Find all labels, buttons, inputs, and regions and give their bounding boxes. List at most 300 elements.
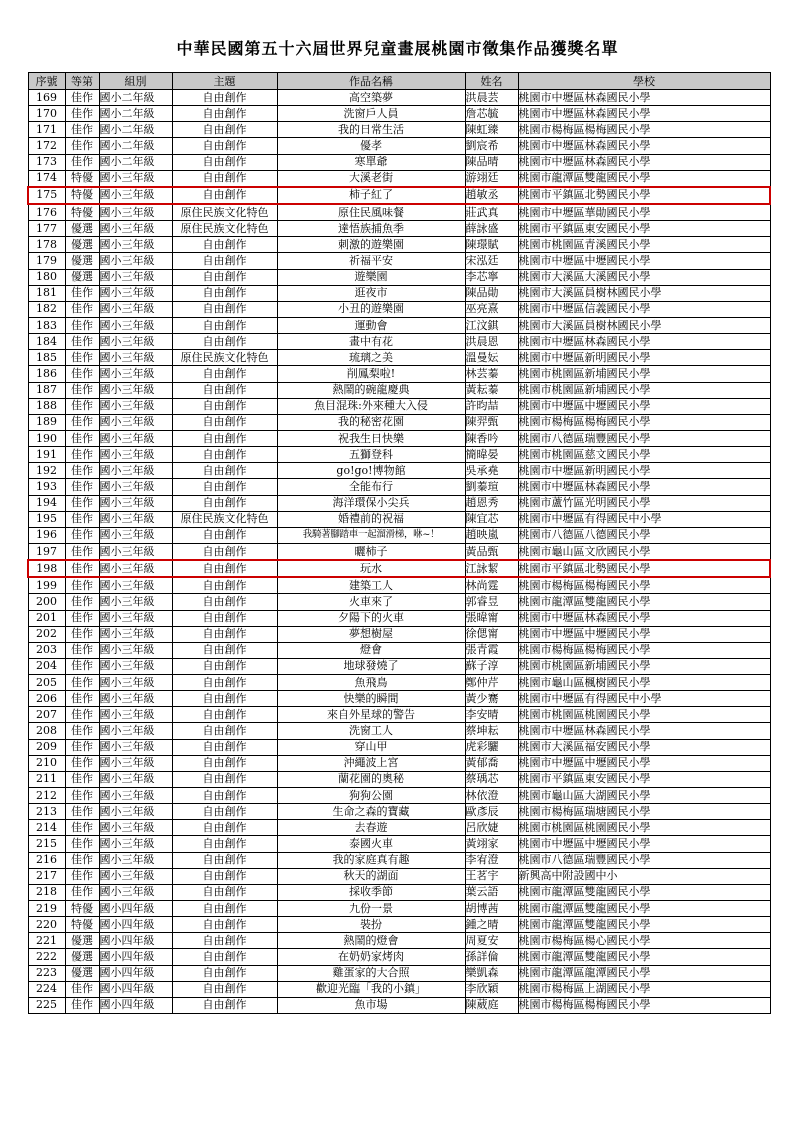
work-title-cell: 魚飛鳥 — [277, 675, 465, 691]
name-cell: 林芸蓁 — [465, 366, 518, 382]
school-cell: 新興高中附設國中小 — [518, 868, 770, 884]
column-header-work-title: 作品名稱 — [277, 73, 465, 90]
school-cell: 桃園市中壢區新明國民小學 — [518, 463, 770, 479]
group-cell: 國小四年級 — [99, 997, 172, 1013]
work-title-cell: 我騎著腳踏車一起溜滑梯，咻~！ — [277, 527, 465, 543]
theme-cell: 自由創作 — [172, 560, 277, 577]
rank-cell: 優選 — [65, 221, 99, 237]
school-cell: 桃園市八德區八德國民小學 — [518, 527, 770, 543]
rank-cell: 佳作 — [65, 820, 99, 836]
name-cell: 莊武真 — [465, 204, 518, 221]
group-cell: 國小三年級 — [99, 350, 172, 366]
work-title-cell: 來自外星球的警告 — [277, 707, 465, 723]
awards-table — [27, 72, 771, 1014]
name-cell: 陳葳庭 — [465, 997, 518, 1013]
serial-cell: 215 — [28, 836, 65, 852]
name-cell: 洪晨恩 — [465, 334, 518, 350]
group-cell: 國小三年級 — [99, 594, 172, 610]
table-row — [28, 447, 770, 463]
serial-cell: 214 — [28, 820, 65, 836]
rank-cell: 佳作 — [65, 543, 99, 560]
school-cell: 桃園市平鎮區東安國民小學 — [518, 221, 770, 237]
work-title-cell: 快樂的瞬間 — [277, 691, 465, 707]
serial-cell: 199 — [28, 577, 65, 594]
group-cell: 國小三年級 — [99, 771, 172, 787]
name-cell: 溫曼妘 — [465, 350, 518, 366]
school-cell: 桃園市大溪區福安國民小學 — [518, 739, 770, 755]
school-cell: 桃園市桃園區新埔國民小學 — [518, 382, 770, 398]
group-cell: 國小三年級 — [99, 788, 172, 804]
table-row — [28, 884, 770, 900]
column-header-name: 姓名 — [465, 73, 518, 90]
group-cell: 國小四年級 — [99, 901, 172, 917]
table-row — [28, 543, 770, 560]
theme-cell: 自由創作 — [172, 187, 277, 204]
school-cell: 桃園市楊梅區上湖國民小學 — [518, 981, 770, 997]
table-row — [28, 301, 770, 317]
theme-cell: 自由創作 — [172, 804, 277, 820]
serial-cell: 189 — [28, 414, 65, 430]
work-title-cell: 我的家庭真有趣 — [277, 852, 465, 868]
name-cell: 陳香吟 — [465, 430, 518, 446]
name-cell: 巫亮熹 — [465, 301, 518, 317]
rank-cell: 佳作 — [65, 771, 99, 787]
group-cell: 國小三年級 — [99, 543, 172, 560]
name-cell: 趙恩秀 — [465, 495, 518, 511]
rank-cell: 特優 — [65, 917, 99, 933]
table-row — [28, 788, 770, 804]
rank-cell: 佳作 — [65, 463, 99, 479]
school-cell: 桃園市大溪區員樹林國民小學 — [518, 285, 770, 301]
name-cell: 洪晨芸 — [465, 90, 518, 106]
group-cell: 國小三年級 — [99, 527, 172, 543]
work-title-cell: 歡迎光臨「我的小鎮」 — [277, 981, 465, 997]
work-title-cell: 祈福平安 — [277, 253, 465, 269]
theme-cell: 自由創作 — [172, 981, 277, 997]
work-title-cell: 裝扮 — [277, 917, 465, 933]
work-title-cell: 熱鬧的碗龍慶典 — [277, 382, 465, 398]
name-cell: 李芯寧 — [465, 269, 518, 285]
rank-cell: 佳作 — [65, 884, 99, 900]
theme-cell: 自由創作 — [172, 884, 277, 900]
group-cell: 國小三年級 — [99, 852, 172, 868]
group-cell: 國小三年級 — [99, 658, 172, 674]
serial-cell: 220 — [28, 917, 65, 933]
serial-cell: 183 — [28, 317, 65, 333]
work-title-cell: 祝我生日快樂 — [277, 430, 465, 446]
work-title-cell: 刺激的遊樂園 — [277, 237, 465, 253]
school-cell: 桃園市龍潭區雙龍國民小學 — [518, 884, 770, 900]
name-cell: 黃郁喬 — [465, 755, 518, 771]
name-cell: 郭睿昱 — [465, 594, 518, 610]
serial-cell: 190 — [28, 430, 65, 446]
table-row — [28, 382, 770, 398]
table-row — [28, 949, 770, 965]
name-cell: 陳品勛 — [465, 285, 518, 301]
serial-cell: 210 — [28, 755, 65, 771]
school-cell: 桃園市桃園區新埔國民小學 — [518, 366, 770, 382]
group-cell: 國小三年級 — [99, 739, 172, 755]
table-row — [28, 527, 770, 543]
group-cell: 國小四年級 — [99, 965, 172, 981]
serial-cell: 184 — [28, 334, 65, 350]
table-row — [28, 675, 770, 691]
serial-cell: 176 — [28, 204, 65, 221]
rank-cell: 佳作 — [65, 138, 99, 154]
work-title-cell: 洗窗戶人員 — [277, 106, 465, 122]
group-cell: 國小三年級 — [99, 398, 172, 414]
serial-cell: 203 — [28, 642, 65, 658]
school-cell: 桃園市平鎮區東安國民小學 — [518, 771, 770, 787]
work-title-cell: 我的日常生活 — [277, 122, 465, 138]
table-row — [28, 154, 770, 170]
group-cell: 國小三年級 — [99, 237, 172, 253]
work-title-cell: 曬柿子 — [277, 543, 465, 560]
rank-cell: 優選 — [65, 253, 99, 269]
name-cell: 陳品晴 — [465, 154, 518, 170]
name-cell: 許昀喆 — [465, 398, 518, 414]
name-cell: 呂欣婕 — [465, 820, 518, 836]
table-row — [28, 269, 770, 285]
table-row — [28, 836, 770, 852]
table-row — [28, 414, 770, 430]
theme-cell: 自由創作 — [172, 301, 277, 317]
theme-cell: 自由創作 — [172, 901, 277, 917]
theme-cell: 自由創作 — [172, 933, 277, 949]
table-row — [28, 495, 770, 511]
table-row — [28, 138, 770, 154]
table-row — [28, 479, 770, 495]
group-cell: 國小三年級 — [99, 675, 172, 691]
theme-cell: 自由創作 — [172, 836, 277, 852]
column-header-rank: 等第 — [65, 73, 99, 90]
group-cell: 國小三年級 — [99, 253, 172, 269]
serial-cell: 224 — [28, 981, 65, 997]
school-cell: 桃園市中壢區林森國民小學 — [518, 334, 770, 350]
column-header-serial: 序號 — [28, 73, 65, 90]
work-title-cell: 穿山甲 — [277, 739, 465, 755]
group-cell: 國小二年級 — [99, 106, 172, 122]
serial-cell: 192 — [28, 463, 65, 479]
work-title-cell: 沖繩波上宮 — [277, 755, 465, 771]
theme-cell: 自由創作 — [172, 90, 277, 106]
work-title-cell: 大溪老街 — [277, 170, 465, 187]
theme-cell: 自由創作 — [172, 285, 277, 301]
school-cell: 桃園市中壢區有得國民中小學 — [518, 691, 770, 707]
work-title-cell: 火車來了 — [277, 594, 465, 610]
work-title-cell: 海洋環保小尖兵 — [277, 495, 465, 511]
work-title-cell: 逛夜市 — [277, 285, 465, 301]
theme-cell: 自由創作 — [172, 626, 277, 642]
rank-cell: 佳作 — [65, 675, 99, 691]
school-cell: 桃園市楊梅區楊梅國民小學 — [518, 122, 770, 138]
theme-cell: 原住民族文化特色 — [172, 511, 277, 527]
school-cell: 桃園市楊梅區瑞塘國民小學 — [518, 804, 770, 820]
group-cell: 國小三年級 — [99, 285, 172, 301]
group-cell: 國小三年級 — [99, 626, 172, 642]
group-cell: 國小三年級 — [99, 269, 172, 285]
rank-cell: 佳作 — [65, 610, 99, 626]
theme-cell: 自由創作 — [172, 398, 277, 414]
serial-cell: 174 — [28, 170, 65, 187]
table-row — [28, 237, 770, 253]
theme-cell: 自由創作 — [172, 543, 277, 560]
serial-cell: 209 — [28, 739, 65, 755]
rank-cell: 佳作 — [65, 788, 99, 804]
table-row — [28, 965, 770, 981]
theme-cell: 自由創作 — [172, 122, 277, 138]
rank-cell: 佳作 — [65, 691, 99, 707]
serial-cell: 195 — [28, 511, 65, 527]
theme-cell: 自由創作 — [172, 106, 277, 122]
group-cell: 國小三年級 — [99, 804, 172, 820]
rank-cell: 佳作 — [65, 350, 99, 366]
school-cell: 桃園市龍潭區雙龍國民小學 — [518, 170, 770, 187]
theme-cell: 自由創作 — [172, 253, 277, 269]
theme-cell: 自由創作 — [172, 917, 277, 933]
group-cell: 國小三年級 — [99, 301, 172, 317]
table-row — [28, 106, 770, 122]
theme-cell: 自由創作 — [172, 382, 277, 398]
rank-cell: 優選 — [65, 237, 99, 253]
school-cell: 桃園市龜山區大湖國民小學 — [518, 788, 770, 804]
serial-cell: 182 — [28, 301, 65, 317]
school-cell: 桃園市八德區瑞豐國民小學 — [518, 852, 770, 868]
rank-cell: 特優 — [65, 901, 99, 917]
rank-cell: 特優 — [65, 204, 99, 221]
school-cell: 桃園市楊梅區楊心國民小學 — [518, 933, 770, 949]
work-title-cell: 運動會 — [277, 317, 465, 333]
group-cell: 國小三年級 — [99, 610, 172, 626]
name-cell: 周夏安 — [465, 933, 518, 949]
work-title-cell: 採收季節 — [277, 884, 465, 900]
table-row — [28, 366, 770, 382]
name-cell: 陳虹臻 — [465, 122, 518, 138]
rank-cell: 佳作 — [65, 852, 99, 868]
school-cell: 桃園市中壢區中壢國民小學 — [518, 253, 770, 269]
school-cell: 桃園市中壢區林森國民小學 — [518, 723, 770, 739]
school-cell: 桃園市中壢區林森國民小學 — [518, 610, 770, 626]
group-cell: 國小三年級 — [99, 334, 172, 350]
table-row-highlighted — [28, 187, 770, 204]
serial-cell: 221 — [28, 933, 65, 949]
name-cell: 張青霞 — [465, 642, 518, 658]
group-cell: 國小二年級 — [99, 138, 172, 154]
work-title-cell: 蘭花園的奧秘 — [277, 771, 465, 787]
serial-cell: 198 — [28, 560, 65, 577]
work-title-cell: 全能布行 — [277, 479, 465, 495]
rank-cell: 佳作 — [65, 868, 99, 884]
group-cell: 國小三年級 — [99, 511, 172, 527]
serial-cell: 181 — [28, 285, 65, 301]
name-cell: 林依澄 — [465, 788, 518, 804]
name-cell: 黃品甄 — [465, 543, 518, 560]
table-header-row — [28, 73, 770, 90]
school-cell: 桃園市龍潭區雙龍國民小學 — [518, 594, 770, 610]
rank-cell: 佳作 — [65, 626, 99, 642]
rank-cell: 佳作 — [65, 285, 99, 301]
theme-cell: 自由創作 — [172, 577, 277, 594]
table-row — [28, 723, 770, 739]
name-cell: 鄭仲芹 — [465, 675, 518, 691]
table-row — [28, 122, 770, 138]
rank-cell: 佳作 — [65, 301, 99, 317]
work-title-cell: 魚市場 — [277, 997, 465, 1013]
rank-cell: 佳作 — [65, 577, 99, 594]
table-row — [28, 253, 770, 269]
name-cell: 李欣穎 — [465, 981, 518, 997]
work-title-cell: 去春遊 — [277, 820, 465, 836]
work-title-cell: 雞蛋家的大合照 — [277, 965, 465, 981]
name-cell: 李宥澄 — [465, 852, 518, 868]
serial-cell: 172 — [28, 138, 65, 154]
serial-cell: 169 — [28, 90, 65, 106]
rank-cell: 特優 — [65, 187, 99, 204]
work-title-cell: 玩水 — [277, 560, 465, 577]
group-cell: 國小二年級 — [99, 122, 172, 138]
table-row — [28, 204, 770, 221]
theme-cell: 自由創作 — [172, 755, 277, 771]
school-cell: 桃園市龍潭區雙龍國民小學 — [518, 917, 770, 933]
rank-cell: 佳作 — [65, 154, 99, 170]
school-cell: 桃園市中壢區信義國民小學 — [518, 301, 770, 317]
school-cell: 桃園市中壢區中壢國民小學 — [518, 755, 770, 771]
group-cell: 國小三年級 — [99, 170, 172, 187]
table-row — [28, 430, 770, 446]
school-cell: 桃園市中壢區林森國民小學 — [518, 106, 770, 122]
table-row — [28, 334, 770, 350]
work-title-cell: 遊樂園 — [277, 269, 465, 285]
theme-cell: 自由創作 — [172, 610, 277, 626]
name-cell: 陳羿甄 — [465, 414, 518, 430]
name-cell: 孫詳倫 — [465, 949, 518, 965]
rank-cell: 優選 — [65, 949, 99, 965]
serial-cell: 188 — [28, 398, 65, 414]
name-cell: 歐彥辰 — [465, 804, 518, 820]
name-cell: 虎彩驪 — [465, 739, 518, 755]
work-title-cell: 秋天的湖面 — [277, 868, 465, 884]
serial-cell: 212 — [28, 788, 65, 804]
school-cell: 桃園市中壢區有得國民中小學 — [518, 511, 770, 527]
school-cell: 桃園市中壢區中壢國民小學 — [518, 398, 770, 414]
name-cell: 胡博茜 — [465, 901, 518, 917]
school-cell: 桃園市中壢區華勛國民小學 — [518, 204, 770, 221]
school-cell: 桃園市中壢區林森國民小學 — [518, 479, 770, 495]
table-row — [28, 463, 770, 479]
group-cell: 國小三年級 — [99, 560, 172, 577]
name-cell: 薛詠盛 — [465, 221, 518, 237]
school-cell: 桃園市八德區瑞豐國民小學 — [518, 430, 770, 446]
name-cell: 蔡瑀芯 — [465, 771, 518, 787]
serial-cell: 202 — [28, 626, 65, 642]
name-cell: 劉宸希 — [465, 138, 518, 154]
name-cell: 趙敏丞 — [465, 187, 518, 204]
rank-cell: 佳作 — [65, 366, 99, 382]
name-cell: 李安晴 — [465, 707, 518, 723]
serial-cell: 173 — [28, 154, 65, 170]
theme-cell: 自由創作 — [172, 707, 277, 723]
work-title-cell: 削鳳梨啦! — [277, 366, 465, 382]
table-row — [28, 610, 770, 626]
name-cell: 宋泓廷 — [465, 253, 518, 269]
group-cell: 國小三年級 — [99, 317, 172, 333]
group-cell: 國小四年級 — [99, 949, 172, 965]
rank-cell: 優選 — [65, 269, 99, 285]
name-cell: 吳承堯 — [465, 463, 518, 479]
rank-cell: 佳作 — [65, 981, 99, 997]
work-title-cell: go!go!博物館 — [277, 463, 465, 479]
school-cell: 桃園市楊梅區楊梅國民小學 — [518, 577, 770, 594]
school-cell: 桃園市龍潭區雙龍國民小學 — [518, 901, 770, 917]
serial-cell: 208 — [28, 723, 65, 739]
table-row — [28, 691, 770, 707]
rank-cell: 佳作 — [65, 447, 99, 463]
group-cell: 國小三年級 — [99, 382, 172, 398]
serial-cell: 222 — [28, 949, 65, 965]
rank-cell: 佳作 — [65, 755, 99, 771]
rank-cell: 佳作 — [65, 997, 99, 1013]
name-cell: 江詠絜 — [465, 560, 518, 577]
work-title-cell: 魚目混珠:外來種大入侵 — [277, 398, 465, 414]
theme-cell: 自由創作 — [172, 366, 277, 382]
table-row-highlighted — [28, 560, 770, 577]
table-row — [28, 350, 770, 366]
serial-cell: 193 — [28, 479, 65, 495]
group-cell: 國小三年級 — [99, 707, 172, 723]
table-row — [28, 901, 770, 917]
school-cell: 桃園市桃園區桃園國民小學 — [518, 707, 770, 723]
theme-cell: 自由創作 — [172, 237, 277, 253]
work-title-cell: 我的秘密花園 — [277, 414, 465, 430]
rank-cell: 佳作 — [65, 90, 99, 106]
rank-cell: 佳作 — [65, 398, 99, 414]
theme-cell: 自由創作 — [172, 269, 277, 285]
rank-cell: 佳作 — [65, 723, 99, 739]
name-cell: 林尚霆 — [465, 577, 518, 594]
theme-cell: 原住民族文化特色 — [172, 221, 277, 237]
rank-cell: 佳作 — [65, 334, 99, 350]
theme-cell: 自由創作 — [172, 430, 277, 446]
name-cell: 趙映嵐 — [465, 527, 518, 543]
serial-cell: 216 — [28, 852, 65, 868]
table-row — [28, 739, 770, 755]
theme-cell: 自由創作 — [172, 771, 277, 787]
theme-cell: 自由創作 — [172, 138, 277, 154]
name-cell: 江汶錤 — [465, 317, 518, 333]
group-cell: 國小三年級 — [99, 479, 172, 495]
theme-cell: 自由創作 — [172, 527, 277, 543]
table-row — [28, 642, 770, 658]
serial-cell: 211 — [28, 771, 65, 787]
name-cell: 陳璟賦 — [465, 237, 518, 253]
rank-cell: 佳作 — [65, 106, 99, 122]
work-title-cell: 燈會 — [277, 642, 465, 658]
school-cell: 桃園市楊梅區楊梅國民小學 — [518, 414, 770, 430]
school-cell: 桃園市桃園區慈文國民小學 — [518, 447, 770, 463]
table-row — [28, 626, 770, 642]
serial-cell: 218 — [28, 884, 65, 900]
rank-cell: 優選 — [65, 933, 99, 949]
rank-cell: 佳作 — [65, 430, 99, 446]
school-cell: 桃園市平鎮區北勢國民小學 — [518, 187, 770, 204]
school-cell: 桃園市楊梅區楊梅國民小學 — [518, 997, 770, 1013]
table-row — [28, 917, 770, 933]
column-header-school: 學校 — [518, 73, 770, 90]
school-cell: 桃園市中壢區林森國民小學 — [518, 138, 770, 154]
rank-cell: 佳作 — [65, 382, 99, 398]
school-cell: 桃園市楊梅區楊梅國民小學 — [518, 642, 770, 658]
theme-cell: 自由創作 — [172, 868, 277, 884]
